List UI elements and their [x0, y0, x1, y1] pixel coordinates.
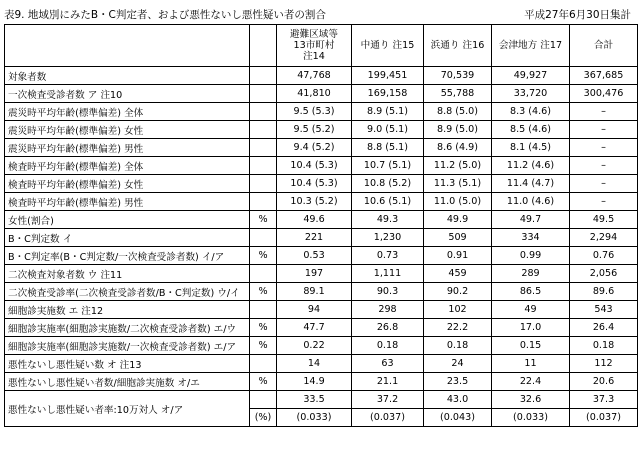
- value-cell: 169,158: [352, 85, 424, 103]
- value-cell: 26.4: [570, 319, 638, 337]
- row-label: 悪性ないし悪性疑い者数/細胞診実施数 オ/エ: [5, 373, 250, 391]
- value-cell: 55,788: [424, 85, 492, 103]
- row-unit: [250, 67, 277, 85]
- row-label: 細胞診実施数 エ 注12: [5, 301, 250, 319]
- value-cell: 1,230: [352, 229, 424, 247]
- value-cell: (0.033): [277, 409, 352, 427]
- value-cell: 23.5: [424, 373, 492, 391]
- row-label: 細胞診実施率(細胞診実施数/二次検査受診者数) エ/ウ: [5, 319, 250, 337]
- table-row: [5, 85, 638, 103]
- table-row: [5, 157, 638, 175]
- value-cell: 0.91: [424, 247, 492, 265]
- value-cell: 10.4 (5.3): [277, 157, 352, 175]
- row-unit: %: [250, 211, 277, 229]
- row-label: 悪性ないし悪性疑い者率:10万対人 オ/ア: [5, 391, 250, 427]
- value-cell: –: [570, 121, 638, 139]
- value-cell: (0.033): [492, 409, 570, 427]
- table-row: [5, 67, 638, 85]
- value-cell: 47,768: [277, 67, 352, 85]
- value-cell: 199,451: [352, 67, 424, 85]
- value-cell: 459: [424, 265, 492, 283]
- value-cell: 10.7 (5.1): [352, 157, 424, 175]
- table-row: [5, 355, 638, 373]
- value-cell: 11.4 (4.7): [492, 175, 570, 193]
- row-unit: [250, 175, 277, 193]
- value-cell: 14.9: [277, 373, 352, 391]
- value-cell: 90.2: [424, 283, 492, 301]
- value-cell: (0.037): [352, 409, 424, 427]
- value-cell: 24: [424, 355, 492, 373]
- value-cell: 49.5: [570, 211, 638, 229]
- value-cell: 41,810: [277, 85, 352, 103]
- value-cell: 9.4 (5.2): [277, 139, 352, 157]
- col-header-nakadori: 中通り 注15: [352, 25, 424, 67]
- table-row: [5, 391, 638, 409]
- value-cell: 11.0 (5.0): [424, 193, 492, 211]
- value-cell: 197: [277, 265, 352, 283]
- row-label: 検査時平均年齢(標準偏差) 女性: [5, 175, 250, 193]
- value-cell: 89.6: [570, 283, 638, 301]
- table-row: [5, 373, 638, 391]
- row-unit: [250, 301, 277, 319]
- col-header-hamadori: 浜通り 注16: [424, 25, 492, 67]
- row-label: 震災時平均年齢(標準偏差) 女性: [5, 121, 250, 139]
- value-cell: 49.6: [277, 211, 352, 229]
- col-header-evacuation: [277, 25, 352, 67]
- value-cell: 8.3 (4.6): [492, 103, 570, 121]
- col-header-aizu: 会津地方 注17: [492, 25, 570, 67]
- value-cell: 63: [352, 355, 424, 373]
- value-cell: 9.0 (5.1): [352, 121, 424, 139]
- row-label: 対象者数: [5, 67, 250, 85]
- row-unit: [250, 103, 277, 121]
- value-cell: 89.1: [277, 283, 352, 301]
- table-row: [5, 247, 638, 265]
- value-cell: 49.9: [424, 211, 492, 229]
- col-header-line: 13市町村: [293, 40, 335, 51]
- value-cell: 0.18: [352, 337, 424, 355]
- value-cell: 49: [492, 301, 570, 319]
- value-cell: 10.4 (5.3): [277, 175, 352, 193]
- value-cell: 33,720: [492, 85, 570, 103]
- value-cell: 112: [570, 355, 638, 373]
- table-title: 表9. 地域別にみたB・C判定者、および悪性ないし悪性疑い者の割合: [4, 9, 326, 21]
- value-cell: 11.2 (5.0): [424, 157, 492, 175]
- value-cell: 94: [277, 301, 352, 319]
- value-cell: 102: [424, 301, 492, 319]
- value-cell: 0.53: [277, 247, 352, 265]
- table-row: [5, 319, 638, 337]
- value-cell: 17.0: [492, 319, 570, 337]
- table-row: [5, 337, 638, 355]
- value-cell: 9.5 (5.3): [277, 103, 352, 121]
- value-cell: 90.3: [352, 283, 424, 301]
- row-label: 細胞診実施率(細胞診実施数/一次検査受診者数) エ/ア: [5, 337, 250, 355]
- table-row: [5, 301, 638, 319]
- value-cell: 8.8 (5.0): [424, 103, 492, 121]
- col-header-line: 避難区域等: [290, 29, 338, 40]
- value-cell: 8.6 (4.9): [424, 139, 492, 157]
- row-label: B・C判定率(B・C判定数/一次検査受診者数) イ/ア: [5, 247, 250, 265]
- value-cell: 32.6: [492, 391, 570, 409]
- value-cell: 9.5 (5.2): [277, 121, 352, 139]
- row-unit: %: [250, 247, 277, 265]
- table-row: [5, 139, 638, 157]
- value-cell: 47.7: [277, 319, 352, 337]
- value-cell: 37.2: [352, 391, 424, 409]
- value-cell: 37.3: [570, 391, 638, 409]
- value-cell: 43.0: [424, 391, 492, 409]
- value-cell: 26.8: [352, 319, 424, 337]
- value-cell: 22.2: [424, 319, 492, 337]
- row-unit: (%): [250, 409, 277, 427]
- row-label: 震災時平均年齢(標準偏差) 男性: [5, 139, 250, 157]
- col-header-line: 注14: [303, 51, 325, 62]
- value-cell: 11.0 (4.6): [492, 193, 570, 211]
- row-label: 震災時平均年齢(標準偏差) 全体: [5, 103, 250, 121]
- row-label: 女性(割合): [5, 211, 250, 229]
- value-cell: 0.73: [352, 247, 424, 265]
- row-label: 悪性ないし悪性疑い数 オ 注13: [5, 355, 250, 373]
- value-cell: 543: [570, 301, 638, 319]
- value-cell: 2,056: [570, 265, 638, 283]
- row-label: 一次検査受診者数 ア 注10: [5, 85, 250, 103]
- row-label: 検査時平均年齢(標準偏差) 男性: [5, 193, 250, 211]
- header-label-cell: [5, 25, 250, 67]
- value-cell: 11.2 (4.6): [492, 157, 570, 175]
- value-cell: 0.18: [424, 337, 492, 355]
- value-cell: 289: [492, 265, 570, 283]
- row-unit: [250, 139, 277, 157]
- value-cell: 70,539: [424, 67, 492, 85]
- row-unit: [250, 121, 277, 139]
- value-cell: 11: [492, 355, 570, 373]
- value-cell: –: [570, 103, 638, 121]
- value-cell: 22.4: [492, 373, 570, 391]
- value-cell: –: [570, 193, 638, 211]
- value-cell: 86.5: [492, 283, 570, 301]
- value-cell: –: [570, 175, 638, 193]
- value-cell: 1,111: [352, 265, 424, 283]
- value-cell: 11.3 (5.1): [424, 175, 492, 193]
- value-cell: 10.8 (5.2): [352, 175, 424, 193]
- value-cell: 0.22: [277, 337, 352, 355]
- table-row: [5, 283, 638, 301]
- value-cell: (0.037): [570, 409, 638, 427]
- row-unit: %: [250, 373, 277, 391]
- row-label: 二次検査対象者数 ウ 注11: [5, 265, 250, 283]
- value-cell: 0.99: [492, 247, 570, 265]
- value-cell: 221: [277, 229, 352, 247]
- table-row: [5, 265, 638, 283]
- value-cell: 8.9 (5.0): [424, 121, 492, 139]
- row-unit: [250, 193, 277, 211]
- value-cell: 0.76: [570, 247, 638, 265]
- header-unit-cell: [250, 25, 277, 67]
- value-cell: 10.6 (5.1): [352, 193, 424, 211]
- value-cell: 10.3 (5.2): [277, 193, 352, 211]
- value-cell: 8.8 (5.1): [352, 139, 424, 157]
- tally-date: 平成27年6月30日集計: [524, 9, 631, 21]
- row-unit: %: [250, 283, 277, 301]
- value-cell: 509: [424, 229, 492, 247]
- row-label: 検査時平均年齢(標準偏差) 全体: [5, 157, 250, 175]
- table-row: [5, 121, 638, 139]
- row-unit: [250, 265, 277, 283]
- value-cell: 8.5 (4.6): [492, 121, 570, 139]
- value-cell: 367,685: [570, 67, 638, 85]
- table-row: [5, 193, 638, 211]
- value-cell: –: [570, 157, 638, 175]
- table-row: [5, 211, 638, 229]
- table-row: [5, 229, 638, 247]
- value-cell: –: [570, 139, 638, 157]
- row-unit: [250, 157, 277, 175]
- table-row: [5, 103, 638, 121]
- value-cell: 300,476: [570, 85, 638, 103]
- value-cell: 0.18: [570, 337, 638, 355]
- value-cell: 2,294: [570, 229, 638, 247]
- value-cell: 8.1 (4.5): [492, 139, 570, 157]
- value-cell: 0.15: [492, 337, 570, 355]
- col-header-total: 合計: [570, 25, 638, 67]
- value-cell: 20.6: [570, 373, 638, 391]
- value-cell: (0.043): [424, 409, 492, 427]
- table-row: [5, 175, 638, 193]
- row-unit: %: [250, 319, 277, 337]
- row-unit: [250, 355, 277, 373]
- header-row: [5, 25, 638, 67]
- row-label: 二次検査受診率(二次検査受診者数/B・C判定数) ウ/イ: [5, 283, 250, 301]
- value-cell: 334: [492, 229, 570, 247]
- value-cell: 298: [352, 301, 424, 319]
- value-cell: 49.7: [492, 211, 570, 229]
- row-label: B・C判定数 イ: [5, 229, 250, 247]
- value-cell: 8.9 (5.1): [352, 103, 424, 121]
- row-unit: [250, 391, 277, 409]
- value-cell: 49,927: [492, 67, 570, 85]
- value-cell: 21.1: [352, 373, 424, 391]
- value-cell: 14: [277, 355, 352, 373]
- value-cell: 33.5: [277, 391, 352, 409]
- regional-table: [4, 24, 638, 427]
- row-unit: [250, 229, 277, 247]
- row-unit: %: [250, 337, 277, 355]
- value-cell: 49.3: [352, 211, 424, 229]
- row-unit: [250, 85, 277, 103]
